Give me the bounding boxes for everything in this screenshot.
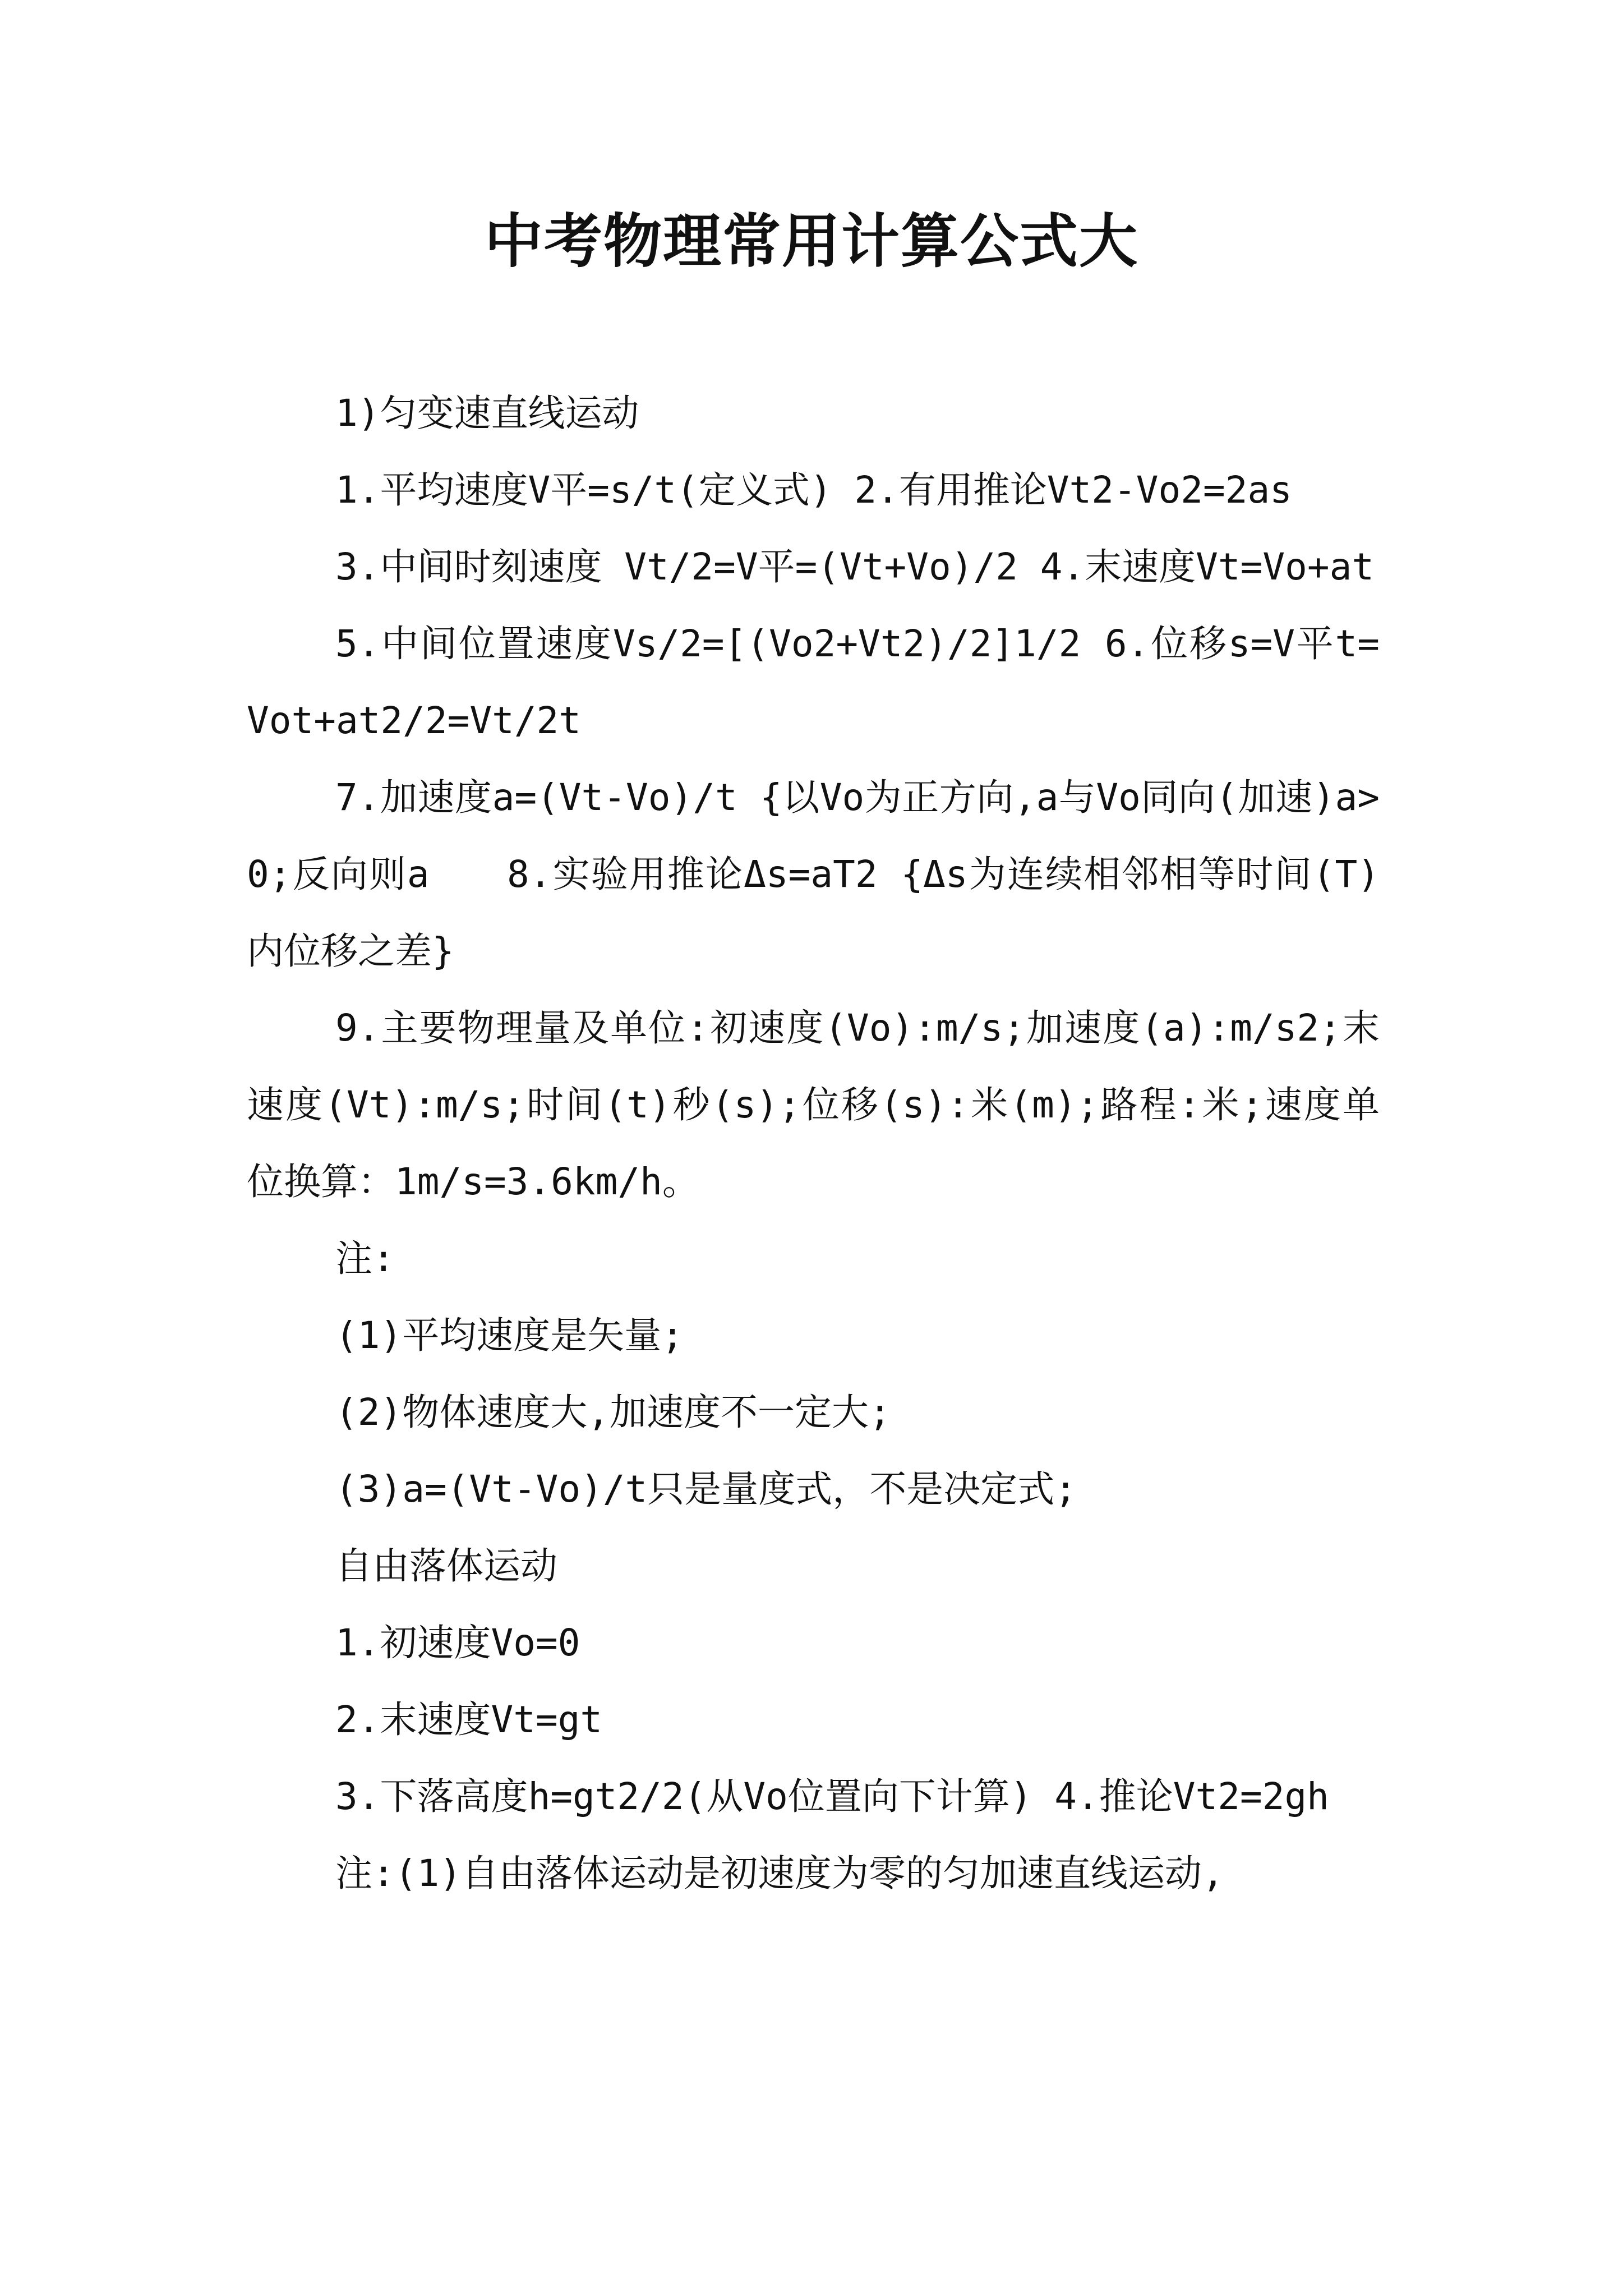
formula-paragraph: 1.初速度Vo=0 [335,1621,580,1664]
note-item: (1)平均速度是矢量; [335,1314,684,1357]
formula-paragraph: 5.中间位置速度Vs/2=[(Vo2+Vt2)/2]1/2 6.位移s=V平t=Vot+at2/2=Vt/2t [247,622,1380,742]
note-paragraph: 注:(1)自由落体运动是初速度为零的匀加速直线运动, [335,1852,1224,1895]
units-paragraph: 9.主要物理量及单位:初速度(Vo):m/s;加速度(a):m/s2;末速度(Vt):m/s;时间(t)秒(s);位移(s):米(m);路程:米;速度单位换算：1m/s=3.6km/h。 [247,1006,1380,1203]
note-item: (2)物体速度大,加速度不一定大; [335,1391,891,1434]
section-heading: 自由落体运动 [335,1544,557,1588]
formula-paragraph: 2.末速度Vt=gt [335,1698,603,1741]
note-label: 注: [335,1237,395,1280]
formula-paragraph: 3.中间时刻速度 Vt/2=V平=(Vt+Vo)/2 4.末速度Vt=Vo+at [335,545,1375,588]
note-item: (3)a=(Vt-Vo)/t只是量度式，不是决定式; [335,1467,1077,1511]
section-heading: 1)匀变速直线运动 [335,392,639,435]
document-body [247,375,1380,1912]
formula-paragraph: 7.加速度a=(Vt-Vo)/t {以Vo为正方向,a与Vo同向(加速)a>0;反向则a 8.实验用推论Δs=aT2 {Δs为连续相邻相等时间(T)内位移之差} [247,776,1380,973]
document-title: 中考物理常用计算公式大 [484,206,1138,275]
formula-paragraph: 3.下落高度h=gt2/2(从Vo位置向下计算) 4.推论Vt2=2gh [335,1775,1329,1818]
formula-paragraph: 1.平均速度V平=s/t(定义式) 2.有用推论Vt2-Vo2=2as [335,468,1292,512]
